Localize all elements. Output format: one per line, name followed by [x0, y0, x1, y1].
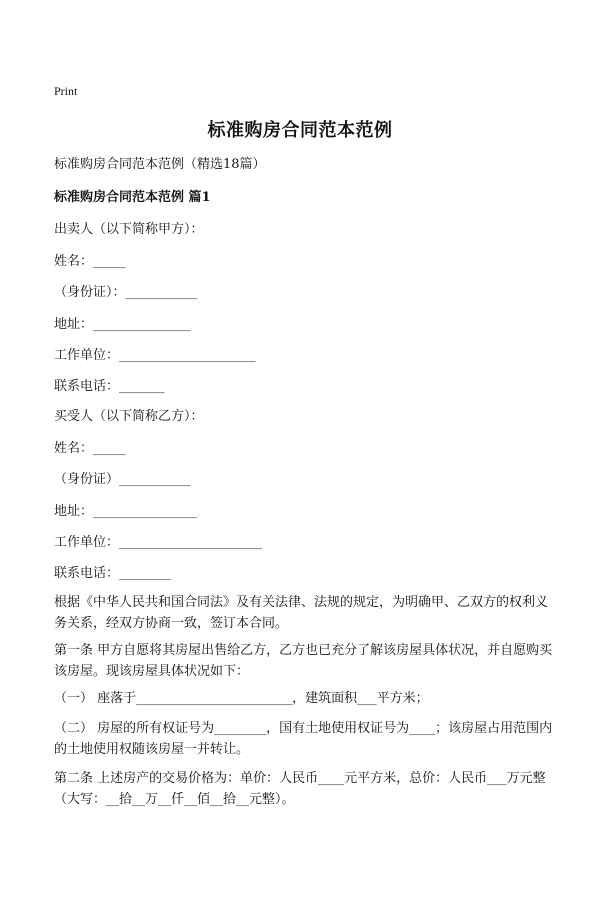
seller-header: 出卖人（以下简称甲方）： [54, 222, 204, 237]
buyer-address-field: 地址：________________ [54, 504, 198, 519]
document-title: 标准购房合同范本范例 [207, 120, 393, 141]
seller-address-field: 地址：_______________ [54, 317, 191, 332]
seller-phone-field: 联系电话：_______ [54, 379, 165, 394]
article-1-paragraph: 第一条 甲方自愿将其房屋出售给乙方，乙方也已充分了解该房屋具体状况，并自愿购买该房屋。现该房屋具体状况如下： [54, 643, 553, 679]
buyer-id-field: （身份证）___________ [54, 472, 191, 487]
document-subtitle: 标准购房合同范本范例（精选18篇） [54, 157, 266, 172]
seller-id-field: （身份证）：___________ [54, 285, 198, 300]
buyer-name-field: 姓名：_____ [54, 441, 126, 456]
print-link[interactable]: Print [54, 84, 78, 98]
buyer-work-field: 工作单位：______________________ [54, 535, 263, 550]
seller-name-field: 姓名：_____ [54, 254, 126, 269]
seller-work-field: 工作单位：_____________________ [54, 348, 256, 363]
intro-paragraph: 根据《中华人民共和国合同法》及有关法律、法规的规定，为明确甲、乙双方的权利义务关系，经双方协商一致，签订本合同。 [54, 595, 549, 631]
article-2-paragraph: 第二条 上述房产的交易价格为：单价：人民币____元平方米，总价：人民币___万元整（大写：__拾__万__仟__佰__拾__元整）。 [54, 771, 546, 807]
buyer-phone-field: 联系电话：________ [54, 566, 172, 581]
item-2-paragraph: （二） 房屋的所有权证号为________，国有土地使用权证号为____；该房屋占用范围内的土地使用权随该房屋一并转让。 [54, 721, 553, 757]
item-1-paragraph: （一） 座落于________________________，建筑面积___平方米； [54, 691, 429, 706]
buyer-header: 买受人（以下简称乙方）： [54, 409, 204, 424]
section-heading: 标准购房合同范本范例 篇1 [54, 190, 211, 205]
